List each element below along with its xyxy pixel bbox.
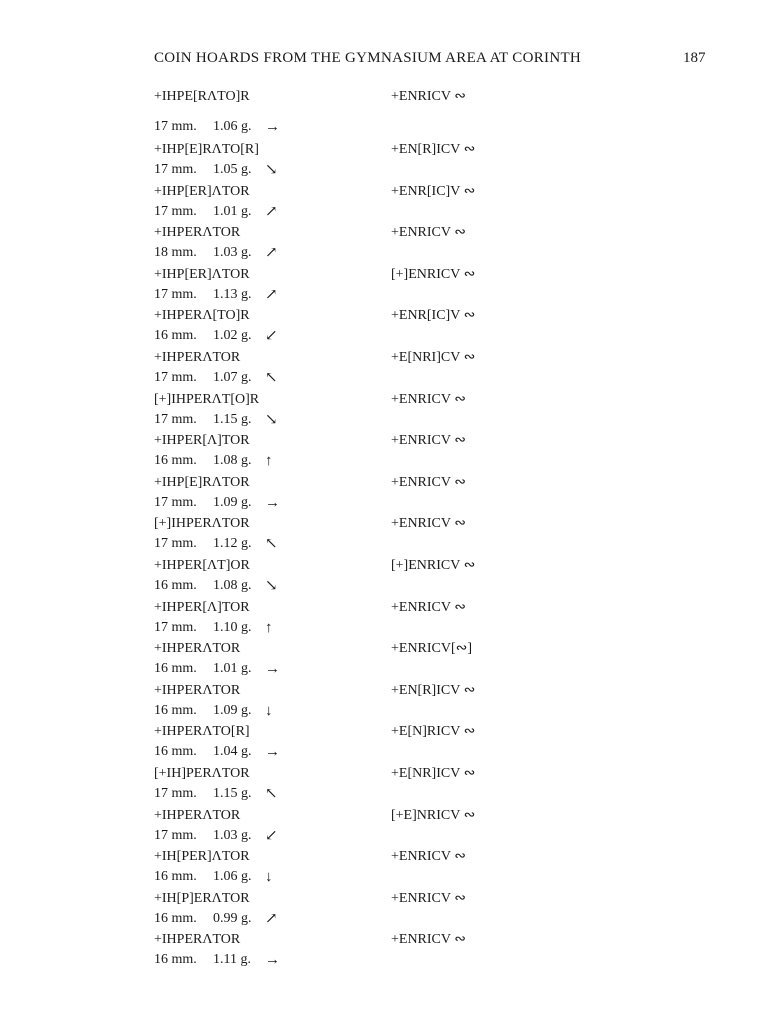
catalogue-entry: [0, 515, 757, 557]
obverse-legend: +IHPER[Λ]TOR: [154, 599, 250, 615]
catalogue-entry: [0, 391, 757, 433]
die-axis-arrow: ↗: [265, 286, 278, 303]
reverse-legend: +ENR[IC]V ∾: [391, 183, 476, 199]
reverse-legend: +ENR[IC]V ∾: [391, 308, 476, 324]
catalogue-entry: [0, 183, 757, 225]
diameter: 17 mm.: [154, 286, 197, 302]
weight: 1.15 g.: [213, 411, 252, 427]
diameter: 17 mm.: [154, 203, 197, 219]
weight: 1.08 g.: [213, 577, 252, 593]
reverse-legend: +EN[R]ICV ∾: [391, 682, 476, 698]
weight: 1.07 g.: [213, 369, 252, 385]
reverse-legend: +ENRICV ∾: [391, 89, 466, 104]
obverse-legend: +IHPERΛTOR: [154, 807, 241, 823]
diameter: 17 mm.: [154, 162, 197, 177]
catalogue-entry: [0, 266, 757, 308]
weight: 1.05 g.: [213, 162, 252, 177]
catalogue-entry: [0, 682, 757, 724]
die-axis-arrow: ↙: [265, 827, 278, 844]
die-axis-arrow: ↙: [265, 328, 278, 345]
reverse-legend: +ENRICV ∾: [391, 599, 466, 615]
diameter: 18 mm.: [154, 245, 197, 261]
diameter: 16 mm.: [154, 702, 197, 718]
catalogue-entry: [0, 890, 757, 932]
diameter: 16 mm.: [154, 577, 197, 593]
die-axis-arrow: →: [265, 744, 280, 761]
obverse-legend: +IHPERΛTOR: [154, 349, 241, 365]
catalogue-entry: [0, 307, 757, 349]
diameter: 16 mm.: [154, 453, 197, 469]
reverse-legend: +ENRICV ∾: [391, 516, 466, 532]
weight: 1.04 g.: [213, 744, 252, 760]
weight: 1.03 g.: [213, 827, 252, 843]
die-axis-arrow: →: [265, 494, 280, 511]
obverse-legend: +IHPERΛTOR: [154, 641, 241, 657]
catalogue-entry: [0, 557, 757, 599]
reverse-legend: [+]ENRICV ∾: [391, 266, 476, 282]
reverse-legend: +ENRICV ∾: [391, 225, 466, 241]
reverse-legend: +E[NR]ICV ∾: [391, 765, 476, 781]
weight: 1.01 g.: [213, 661, 252, 677]
weight: 1.02 g.: [213, 328, 252, 344]
die-axis-arrow: ↖: [265, 536, 278, 553]
die-axis-arrow: ↘: [265, 162, 278, 178]
obverse-legend: +IHP[ER]ΛTOR: [154, 183, 250, 199]
catalogue-entry: [0, 931, 757, 973]
die-axis-arrow: ↗: [265, 910, 278, 927]
die-axis-arrow: ↑: [265, 453, 273, 470]
obverse-legend: +IHPERΛTOR: [154, 682, 241, 698]
reverse-legend: [+E]NRICV ∾: [391, 807, 476, 823]
coin-catalogue: [0, 88, 757, 973]
catalogue-entry: [0, 88, 757, 141]
obverse-legend: [+IH]PERΛTOR: [154, 765, 250, 781]
catalogue-entry: [0, 640, 757, 682]
catalogue-entry: [0, 848, 757, 890]
diameter: 17 mm.: [154, 119, 197, 134]
die-axis-arrow: ↖: [265, 369, 278, 386]
weight: 1.01 g.: [213, 203, 252, 219]
obverse-legend: +IHPERΛTOR: [154, 932, 241, 948]
reverse-legend: +ENRICV ∾: [391, 391, 466, 407]
page-number: 187: [683, 50, 706, 66]
weight: 1.11 g.: [213, 952, 251, 968]
catalogue-entry: [0, 765, 757, 807]
diameter: 17 mm.: [154, 536, 197, 552]
obverse-legend: [+]IHPERΛT[O]R: [154, 391, 260, 407]
die-axis-arrow: ↖: [265, 785, 278, 802]
obverse-legend: [+]IHPERΛTOR: [154, 516, 250, 532]
diameter: 17 mm.: [154, 369, 197, 385]
obverse-legend: +IH[PER]ΛTOR: [154, 849, 250, 865]
weight: 1.08 g.: [213, 453, 252, 469]
diameter: 16 mm.: [154, 328, 197, 344]
diameter: 17 mm.: [154, 619, 197, 635]
catalogue-entry: [0, 224, 757, 266]
diameter: 16 mm.: [154, 952, 197, 968]
running-header: [0, 50, 757, 72]
obverse-legend: +IHPERΛTOR: [154, 225, 241, 241]
catalogue-entry: [0, 599, 757, 641]
diameter: 17 mm.: [154, 494, 197, 510]
reverse-legend: +ENRICV ∾: [391, 474, 466, 490]
weight: 1.10 g.: [213, 619, 252, 635]
catalogue-entry: [0, 432, 757, 474]
die-axis-arrow: ↗: [265, 203, 278, 220]
diameter: 16 mm.: [154, 910, 197, 926]
obverse-legend: +IHP[E]RΛTO[R]: [154, 142, 259, 157]
weight: 1.12 g.: [213, 536, 252, 552]
reverse-legend: +ENRICV[∾]: [391, 641, 473, 657]
die-axis-arrow: ↘: [265, 577, 278, 594]
reverse-legend: +ENRICV ∾: [391, 932, 466, 948]
weight: 1.03 g.: [213, 245, 252, 261]
reverse-legend: +ENRICV ∾: [391, 849, 466, 865]
catalogue-entry: [0, 807, 757, 849]
die-axis-arrow: →: [265, 952, 280, 969]
reverse-legend: +EN[R]ICV ∾: [391, 142, 476, 157]
die-axis-arrow: ↘: [265, 411, 278, 428]
obverse-legend: +IHP[E]RΛTOR: [154, 474, 250, 490]
catalogue-entry: [0, 474, 757, 516]
obverse-legend: +IH[P]ERΛTOR: [154, 890, 250, 906]
weight: 0.99 g.: [213, 910, 252, 926]
weight: 1.09 g.: [213, 494, 252, 510]
reverse-legend: +E[N]RICV ∾: [391, 724, 476, 740]
reverse-legend: +ENRICV ∾: [391, 890, 466, 906]
reverse-legend: +ENRICV ∾: [391, 433, 466, 449]
die-axis-arrow: ↓: [265, 869, 273, 886]
obverse-legend: +IHPERΛTO[R]: [154, 724, 250, 740]
diameter: 16 mm.: [154, 869, 197, 885]
obverse-legend: +IHP[ER]ΛTOR: [154, 266, 250, 282]
obverse-legend: +IHPE[RΛTO]R: [154, 89, 250, 104]
diameter: 17 mm.: [154, 411, 197, 427]
obverse-legend: +IHPER[ΛT]OR: [154, 557, 250, 573]
die-axis-arrow: →: [265, 119, 280, 135]
die-axis-arrow: ↗: [265, 245, 278, 262]
weight: 1.09 g.: [213, 702, 252, 718]
diameter: 16 mm.: [154, 744, 197, 760]
die-axis-arrow: ↓: [265, 702, 273, 719]
weight: 1.06 g.: [213, 869, 252, 885]
catalogue-entry: [0, 349, 757, 391]
diameter: 16 mm.: [154, 661, 197, 677]
catalogue-entry: [0, 723, 757, 765]
diameter: 17 mm.: [154, 827, 197, 843]
catalogue-entry: [0, 141, 757, 183]
reverse-legend: +E[NRI]CV ∾: [391, 349, 476, 365]
reverse-legend: [+]ENRICV ∾: [391, 557, 476, 573]
diameter: 17 mm.: [154, 785, 197, 801]
die-axis-arrow: →: [265, 661, 280, 678]
obverse-legend: +IHPER[Λ]TOR: [154, 433, 250, 449]
weight: 1.13 g.: [213, 286, 252, 302]
weight: 1.06 g.: [213, 119, 252, 134]
obverse-legend: +IHPERΛ[TO]R: [154, 308, 250, 324]
die-axis-arrow: ↑: [265, 619, 273, 636]
weight: 1.15 g.: [213, 785, 252, 801]
running-title: COIN HOARDS FROM THE GYMNASIUM AREA AT CORINTH: [154, 50, 582, 66]
